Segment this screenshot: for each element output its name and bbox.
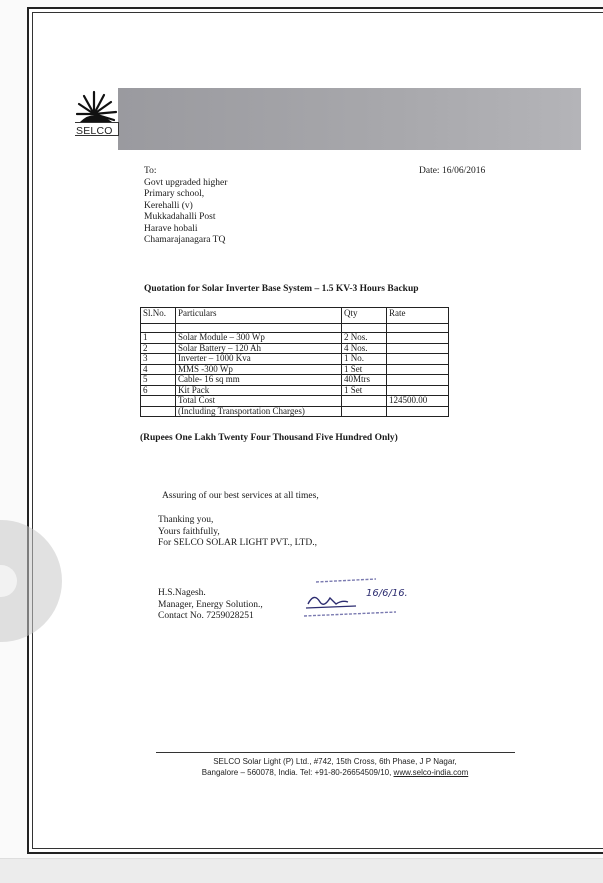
signature-stamp-icon — [296, 574, 426, 624]
letterhead-band — [118, 88, 581, 150]
cell-rate — [387, 385, 449, 396]
assurance-line: Assuring of our best services at all times, — [162, 491, 319, 501]
bottom-navigation-bar — [0, 858, 603, 883]
address-line: To: — [144, 166, 157, 176]
table-row — [141, 385, 449, 396]
signer-contact: Contact No. 7259028251 — [158, 611, 254, 621]
cell-qty: 1 Set — [342, 364, 387, 375]
cell-rate — [387, 375, 449, 386]
table-row — [141, 375, 449, 386]
quotation-table — [140, 307, 449, 417]
cell-particulars: Inverter – 1000 Kva — [176, 354, 342, 365]
cell-slno: 2 — [141, 343, 176, 354]
cell-particulars: Solar Battery – 120 Ah — [176, 343, 342, 354]
header-particulars: Particulars — [176, 308, 342, 324]
total-label: Total Cost — [176, 396, 342, 407]
address-line: Kerehalli (v) — [144, 200, 193, 211]
cell-slno: 3 — [141, 354, 176, 365]
closing-block — [158, 515, 317, 550]
fab-circle-icon — [0, 565, 17, 597]
footer-contact-line — [150, 767, 520, 778]
signer-title: Manager, Energy Solution., — [158, 599, 263, 610]
header-rate: Rate — [387, 308, 449, 324]
cell-qty: 4 Nos. — [342, 343, 387, 354]
cell-particulars: Cable- 16 sq mm — [176, 375, 342, 386]
cell-particulars: MMS -300 Wp — [176, 364, 342, 375]
letter-footer — [150, 756, 520, 778]
cell-qty: 2 Nos. — [342, 333, 387, 344]
footer-divider — [156, 752, 515, 753]
address-line: Chamarajanagara TQ — [144, 235, 226, 245]
table-header-row — [141, 308, 449, 324]
footer-address-line: SELCO Solar Light (P) Ltd., #742, 15th Cross, 6th Phase, J P Nagar, — [213, 757, 457, 766]
header-slno: Sl.No. — [141, 308, 176, 324]
cell-slno: 1 — [141, 333, 176, 344]
cell-rate — [387, 343, 449, 354]
cell-particulars: Kit Pack — [176, 385, 342, 396]
table-row — [141, 364, 449, 375]
cell-qty: 40Mtrs — [342, 375, 387, 386]
signer-name: H.S.Nagesh. — [158, 588, 206, 598]
logo-name: SELCO — [76, 125, 113, 137]
cell-slno: 4 — [141, 364, 176, 375]
address-line: Harave hobali — [144, 223, 198, 234]
total-note: (Including Transportation Charges) — [176, 406, 342, 417]
total-value: 124500.00 — [387, 396, 449, 407]
cell-particulars: Solar Module – 300 Wp — [176, 333, 342, 344]
address-line: Primary school, — [144, 189, 205, 199]
recipient-address — [144, 166, 227, 247]
cell-rate — [387, 354, 449, 365]
table-row — [141, 333, 449, 344]
signature-date: 16/6/16. — [366, 588, 408, 599]
total-row — [141, 396, 449, 407]
total-note-row — [141, 406, 449, 417]
header-qty: Qty — [342, 308, 387, 324]
cell-qty: 1 No. — [342, 354, 387, 365]
address-line: Mukkadahalli Post — [144, 212, 216, 222]
footer-contact-text: Bangalore – 560078, India. Tel: +91-80-26654509/10, — [201, 768, 394, 777]
cell-qty: 1 Set — [342, 385, 387, 396]
cell-rate — [387, 333, 449, 344]
cell-slno: 5 — [141, 375, 176, 386]
footer-website-link[interactable]: www.selco-india.com — [393, 768, 469, 777]
cell-rate — [387, 364, 449, 375]
closing-line: Thanking you, — [158, 515, 214, 525]
closing-line: For SELCO SOLAR LIGHT PVT., LTD., — [158, 538, 317, 548]
table-row — [141, 354, 449, 365]
closing-line: Yours faithfully, — [158, 526, 220, 537]
cell-slno: 6 — [141, 385, 176, 396]
quotation-heading: Quotation for Solar Inverter Base System – 1.5 KV-3 Hours Backup — [144, 284, 419, 294]
table-row — [141, 343, 449, 354]
letter-date: Date: 16/06/2016 — [419, 166, 486, 176]
amount-in-words: (Rupees One Lakh Twenty Four Thousand Five Hundred Only) — [140, 433, 398, 443]
signer-block — [158, 588, 263, 623]
address-line: Govt upgraded higher — [144, 177, 228, 188]
